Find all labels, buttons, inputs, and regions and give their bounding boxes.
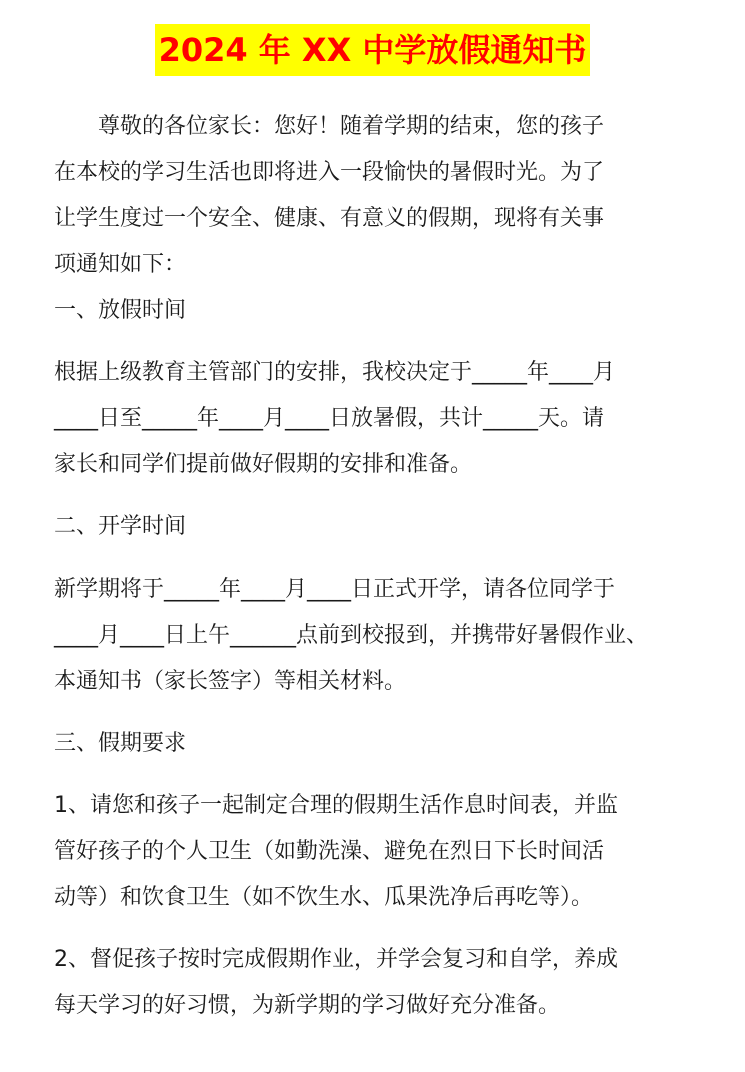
intro-line: 让学生度过一个安全、健康、有意义的假期，现将有关事	[54, 206, 605, 231]
section2-line: 本通知书（家长签字）等相关材料。	[54, 669, 407, 694]
section3-heading-block	[54, 721, 694, 767]
requirement-1-line: 管好孩子的个人卫生（如勤洗澡、避免在烈日下长时间活	[54, 839, 605, 864]
section1-line: ____日至_____年____月____日放暑假，共计_____天。请	[54, 406, 605, 431]
section2-line: 新学期将于_____年____月____日正式开学，请各位同学于	[54, 577, 616, 602]
requirement-2-line: 每天学习的好习惯，为新学期的学习做好充分准备。	[54, 993, 561, 1018]
section1-line: 家长和同学们提前做好假期的安排和准备。	[54, 452, 473, 477]
requirement-2-line: 2、督促孩子按时完成假期作业，并学会复习和自学，养成	[54, 947, 618, 972]
section1-paragraph	[54, 350, 694, 488]
section-heading-vacation-time: 一、放假时间	[54, 298, 187, 323]
section1-line: 根据上级教育主管部门的安排，我校决定于_____年____月	[54, 360, 616, 385]
intro-line: 尊敬的各位家长：您好！随着学期的结束，您的孩子	[98, 114, 605, 139]
intro-line: 项通知如下：	[54, 252, 187, 277]
title-container	[0, 24, 745, 76]
requirement-item-1	[54, 783, 694, 921]
document-title: 2024 年 XX 中学放假通知书	[155, 24, 591, 76]
intro-paragraph	[54, 104, 694, 288]
requirement-item-2	[54, 937, 694, 1029]
intro-line: 在本校的学习生活也即将进入一段愉快的暑假时光。为了	[54, 160, 605, 185]
requirement-1-line: 1、请您和孩子一起制定合理的假期生活作息时间表，并监	[54, 793, 618, 818]
section2-paragraph	[54, 567, 694, 705]
section2-heading-block	[54, 504, 694, 550]
section2-line: ____月____日上午______点前到校报到，并携带好暑假作业、	[54, 623, 649, 648]
requirement-1-line: 动等）和饮食卫生（如不饮生水、瓜果洗净后再吃等）。	[54, 885, 594, 910]
section1-heading-block	[54, 288, 694, 334]
section-heading-school-start: 二、开学时间	[54, 514, 187, 539]
section-heading-vacation-requirements: 三、假期要求	[54, 731, 187, 756]
